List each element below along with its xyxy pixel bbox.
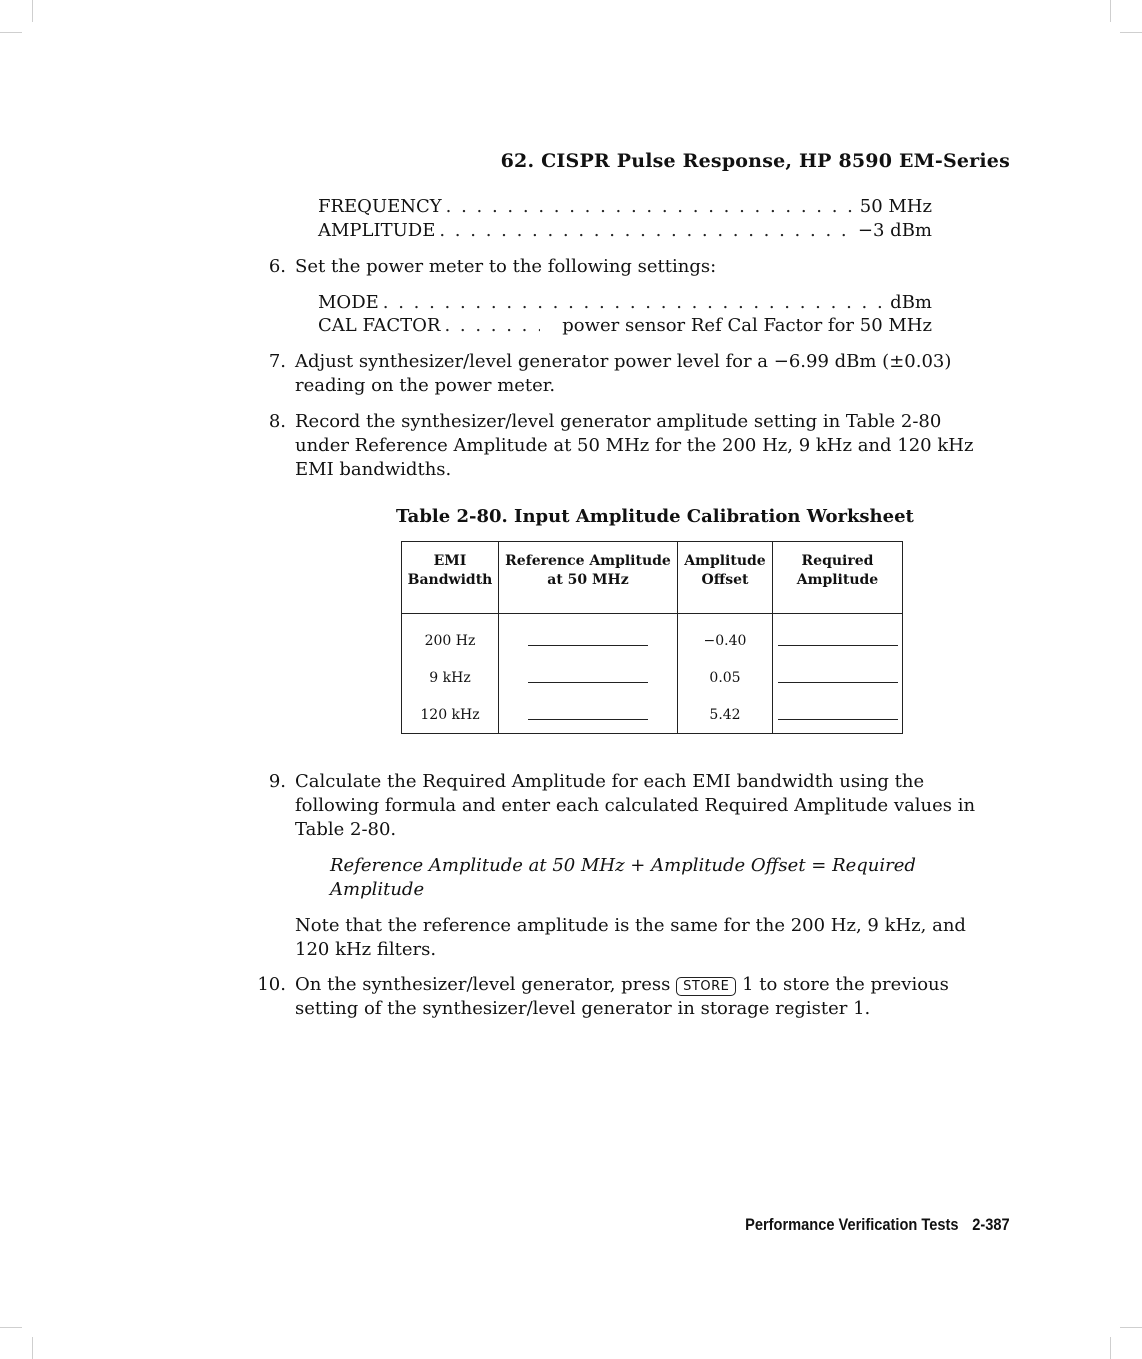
required-amplitude-blank[interactable] [773,614,903,660]
bandwidth-cell: 120 kHz [402,696,499,734]
crop-mark [1110,0,1111,22]
step-text: Record the synthesizer/level generator amplitude setting in Table 2-80 under Reference Amplitude at 50 MHz for the 200 Hz, 9 kHz and 120 kHz EMI bandwidths. [295,411,974,480]
crop-mark [0,32,22,33]
reference-amplitude-blank[interactable] [499,659,678,696]
bandwidth-cell: 200 Hz [402,614,499,660]
setting-label: AMPLITUDE [318,220,436,241]
dot-leader [444,314,540,338]
crop-mark [0,1327,22,1328]
step-number: 10. [257,974,286,995]
table-row [402,659,903,696]
dot-leader [383,291,886,315]
step-6 [250,255,1010,279]
setting-label: FREQUENCY [318,196,442,217]
frequency-setting [318,195,932,219]
crop-mark [1120,1327,1142,1328]
footer-section: Performance Verification Tests [745,1215,959,1234]
setting-label: CAL FACTOR [318,315,441,336]
column-header: EMI Bandwidth [402,542,499,614]
setting-value: power sensor Ref Cal Factor for 50 MHz [562,315,932,336]
column-header: Required Amplitude [773,542,903,614]
reference-amplitude-blank[interactable] [499,614,678,660]
page-number: 2-387 [972,1215,1010,1234]
step-9 [250,770,1010,842]
crop-mark [1120,32,1142,33]
note: Note that the reference amplitude is the same for the 200 Hz, 9 kHz, and 120 kHz filters. [295,915,966,960]
step-number: 6. [268,256,286,277]
required-amplitude-blank[interactable] [773,696,903,734]
step-number: 7. [268,351,286,372]
offset-cell: 5.42 [678,696,773,734]
page-footer [732,1215,1010,1235]
step-text-before: On the synthesizer/level generator, press [295,974,671,995]
offset-cell: −0.40 [678,614,773,660]
setting-value: dBm [890,292,932,313]
input-amplitude-worksheet [401,541,903,734]
step-7 [250,350,1010,398]
mode-setting [318,291,932,315]
dot-leader [439,219,854,243]
step-text: Calculate the Required Amplitude for each EMI bandwidth using the following formula and enter each calculated Required Amplitude values in Table 2-80. [295,771,976,840]
crop-mark [32,0,33,22]
step-8 [250,410,1010,482]
section-title: 62. CISPR Pulse Response, HP 8590 EM-Series [500,150,1010,172]
step-10 [250,973,1010,1021]
step-text-after: 1 to store the previous setting of the synthesizer/level generator in storage register 1. [295,974,949,1019]
offset-cell: 0.05 [678,659,773,696]
step-text [295,973,995,1021]
setting-label: MODE [318,292,379,313]
reference-amplitude-blank[interactable] [499,696,678,734]
amplitude-setting [318,219,932,243]
step-text: Set the power meter to the following settings: [295,256,717,277]
table-row [402,614,903,660]
table-caption: Table 2-80. Input Amplitude Calibration Worksheet [396,506,914,527]
required-amplitude-blank[interactable] [773,659,903,696]
table-row [402,696,903,734]
crop-mark [32,1337,33,1359]
column-header: Amplitude Offset [678,542,773,614]
crop-mark [1110,1337,1111,1359]
setting-value: −3 dBm [857,220,932,241]
dot-leader [446,195,856,219]
step-number: 8. [268,411,286,432]
step-text: Adjust synthesizer/level generator power level for a −6.99 dBm (±0.03) reading on the power meter. [295,351,952,396]
step-number: 9. [268,771,286,792]
bandwidth-cell: 9 kHz [402,659,499,696]
column-header: Reference Amplitude at 50 MHz [499,542,678,614]
cal-factor-setting [318,314,932,338]
setting-value: 50 MHz [859,196,932,217]
formula: Reference Amplitude at 50 MHz + Amplitude Offset = Required Amplitude [330,855,916,900]
store-key: STORE [676,977,736,996]
